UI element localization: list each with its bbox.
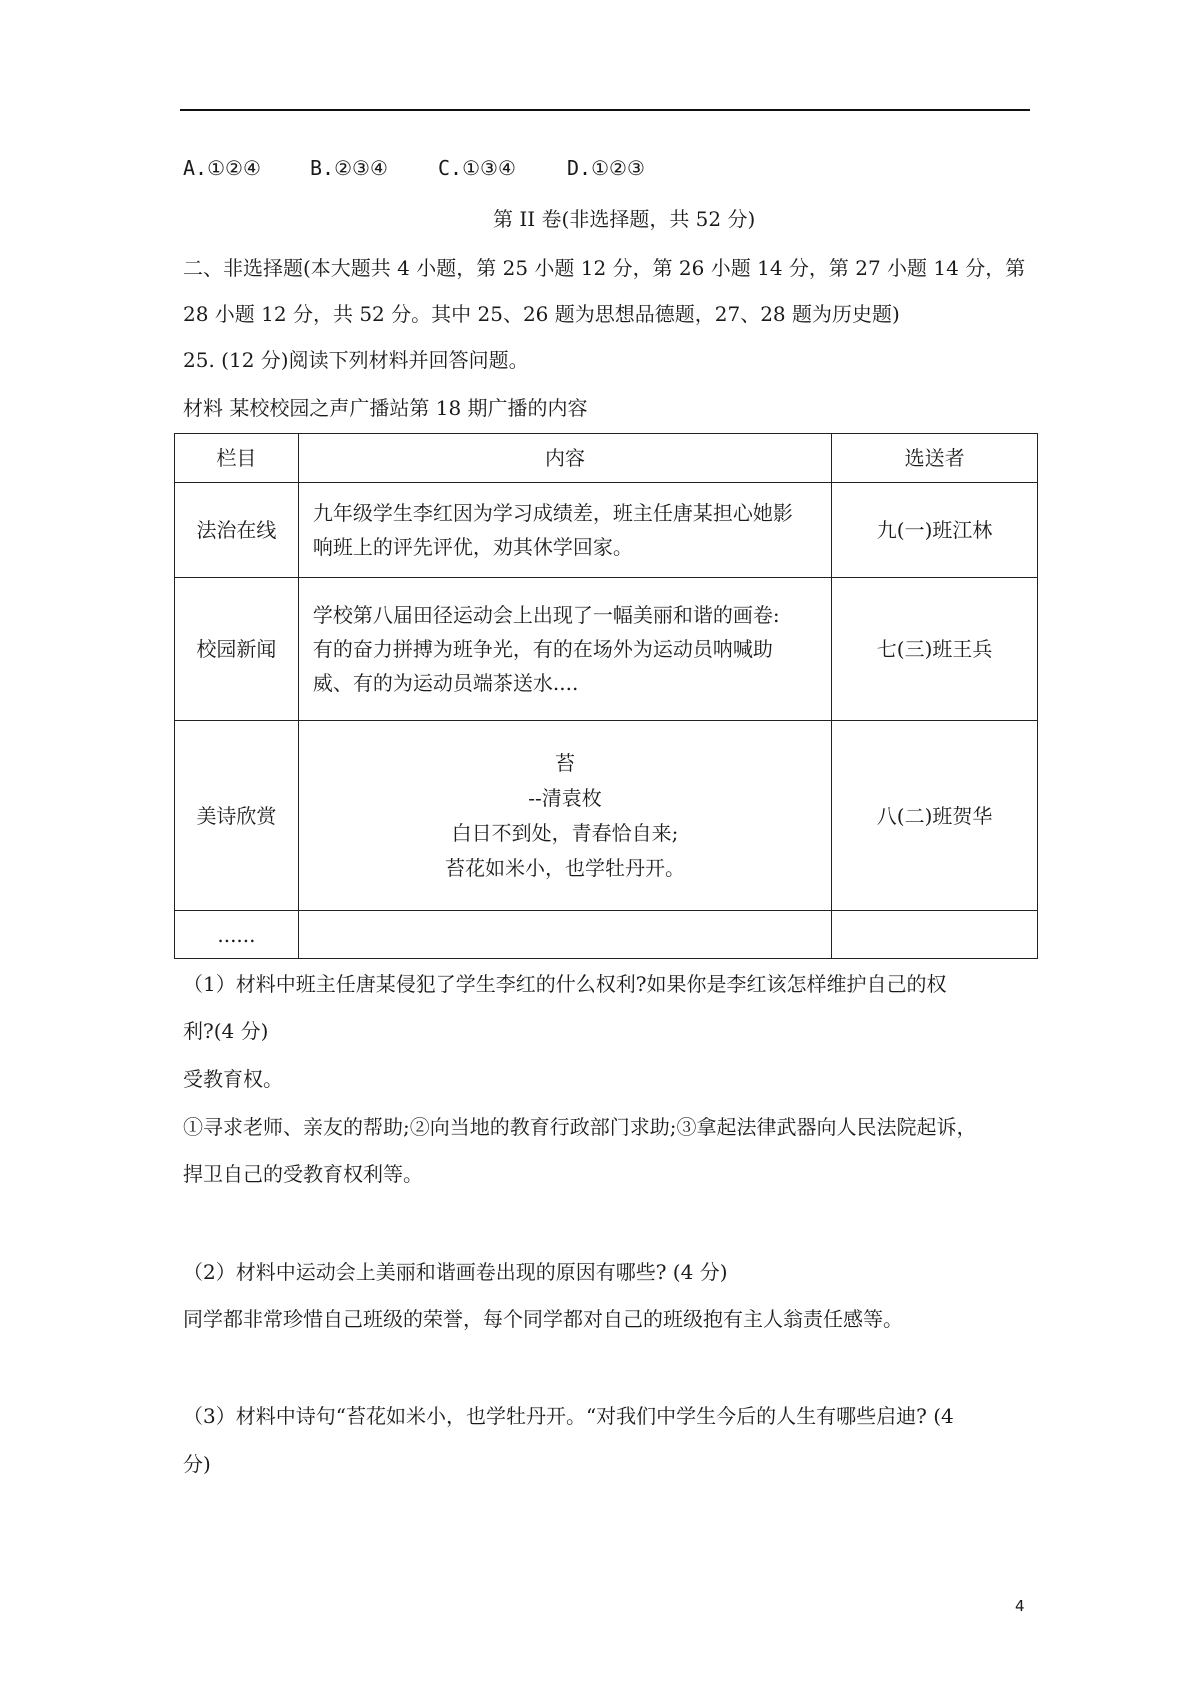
- header-content: 内容: [298, 434, 831, 483]
- material-table: [174, 433, 1038, 959]
- row-sender: 八(二)班贺华: [832, 721, 1038, 911]
- section-title: 第 II 卷(非选择题，共 52 分): [493, 207, 756, 231]
- option-c: C.①③④: [438, 156, 516, 180]
- page-number: 4: [1015, 1597, 1025, 1615]
- question-3-line-2: 分): [183, 1452, 211, 1476]
- row-column-name: 美诗欣赏: [175, 721, 299, 911]
- poem-title: 苔: [555, 751, 576, 775]
- answer-2: 同学都非常珍惜自己班级的荣誉，每个同学都对自己的班级抱有主人翁责任感等。: [183, 1307, 903, 1331]
- row-content: [298, 911, 831, 959]
- answer-1-line-2: ①寻求老师、亲友的帮助;②向当地的教育行政部门求助;③拿起法律武器向人民法院起诉，: [183, 1115, 977, 1139]
- question-1-line-1: （1）材料中班主任唐某侵犯了学生李红的什么权利?如果你是李红该怎样维护自己的权: [183, 972, 947, 996]
- answer-1-line-3: 捍卫自己的受教育权利等。: [183, 1162, 423, 1186]
- row-column-name: ......: [175, 911, 299, 959]
- row-sender: 七(三)班王兵: [832, 578, 1038, 721]
- row-sender: 九(一)班江林: [832, 483, 1038, 578]
- header-sender: 选送者: [832, 434, 1038, 483]
- content-line: 九年级学生李红因为学习成绩差，班主任唐某担心她影: [312, 501, 793, 525]
- row-sender: [832, 911, 1038, 959]
- header-column: 栏目: [175, 434, 299, 483]
- row-content: [298, 483, 831, 578]
- section-description-line-2: 28 小题 12 分，共 52 分。其中 25、26 题为思想品德题，27、28 题为历史题): [183, 302, 900, 326]
- table-row: [175, 483, 1038, 578]
- question-3-line-1: （3）材料中诗句“苔花如米小，也学牡丹开。“对我们中学生今后的人生有哪些启迪? (4: [183, 1404, 954, 1428]
- table-row: [175, 578, 1038, 721]
- content-line: 有的奋力拼搏为班争光，有的在场外为运动员呐喊助: [312, 637, 773, 661]
- row-column-name: 法治在线: [175, 483, 299, 578]
- material-intro: 材料 某校校园之声广播站第 18 期广播的内容: [183, 396, 588, 420]
- table-row: [175, 721, 1038, 911]
- answer-1-line-1: 受教育权。: [183, 1067, 283, 1091]
- table-header-row: [175, 434, 1038, 483]
- poem-author: --清袁枚: [528, 786, 602, 810]
- question-1-line-2: 利?(4 分): [183, 1019, 269, 1043]
- row-content-poem: [298, 721, 831, 911]
- row-column-name: 校园新闻: [175, 578, 299, 721]
- option-a: A.①②④: [183, 156, 261, 180]
- header-rule: [180, 109, 1030, 111]
- content-line: 威、有的为运动员端茶送水....: [312, 671, 579, 695]
- option-d: D.①②③: [567, 156, 645, 180]
- question-2: （2）材料中运动会上美丽和谐画卷出现的原因有哪些? (4 分): [183, 1260, 728, 1284]
- content-line: 学校第八届田径运动会上出现了一幅美丽和谐的画卷:: [312, 603, 780, 627]
- content-line: 响班上的评先评优，劝其休学回家。: [312, 535, 633, 559]
- option-b: B.②③④: [310, 156, 388, 180]
- row-content: [298, 578, 831, 721]
- table-row: [175, 911, 1038, 959]
- poem-line: 苔花如米小，也学牡丹开。: [445, 856, 686, 880]
- poem-line: 白日不到处，青春恰自来;: [451, 821, 679, 845]
- section-description-line-1: 二、非选择题(本大题共 4 小题，第 25 小题 12 分，第 26 小题 14 分，第 27 小题 14 分，第: [183, 256, 1026, 280]
- question-25-title: 25. (12 分)阅读下列材料并回答问题。: [183, 348, 529, 372]
